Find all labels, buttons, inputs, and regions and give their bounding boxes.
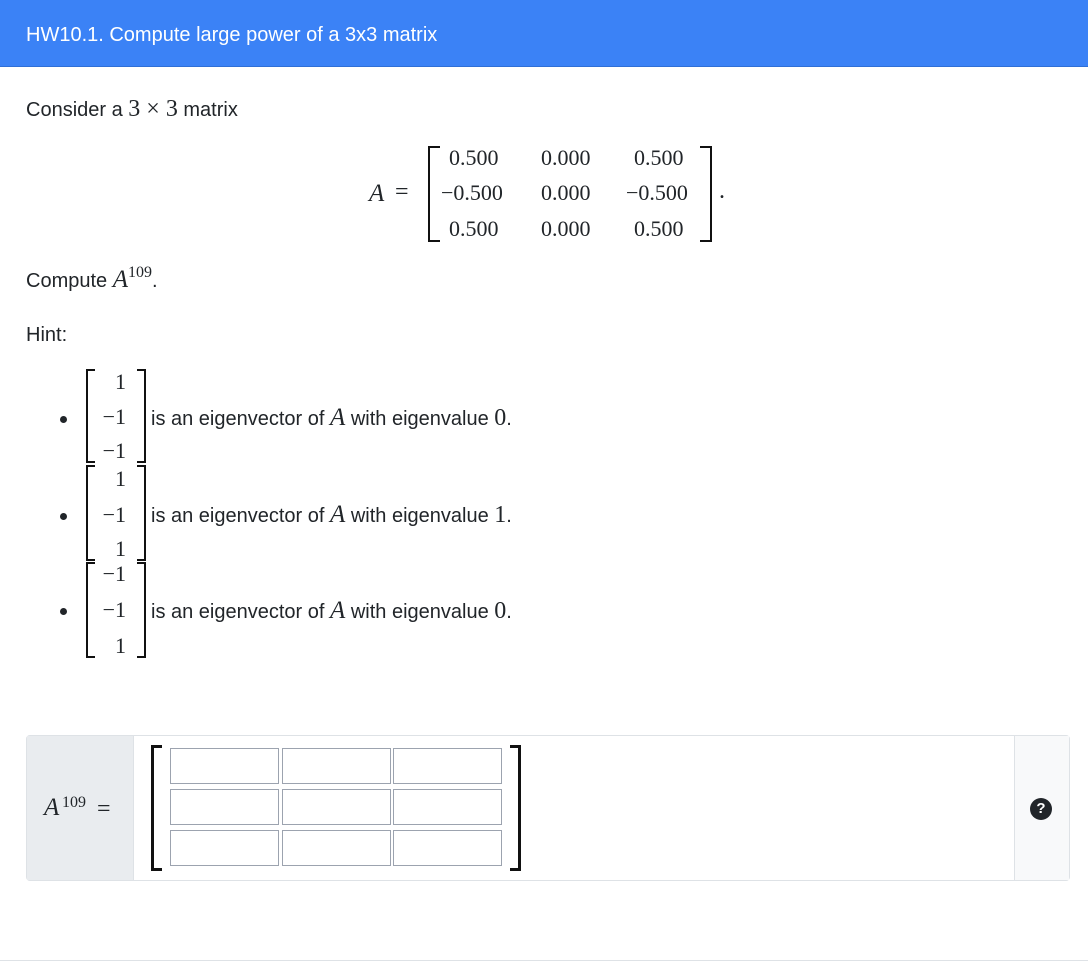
eigen-text: with eigenvalue	[350, 408, 489, 430]
answer-cell-2-1[interactable]	[170, 789, 279, 825]
answer-cell-3-1[interactable]	[170, 830, 279, 866]
vector-entry: −1	[102, 597, 126, 622]
answer-cell-3-3[interactable]	[393, 830, 502, 866]
eigenvalue: 1	[494, 502, 507, 528]
eigen-statement	[151, 406, 512, 431]
matrix-cell: 0.000	[541, 180, 591, 205]
matrix-size: 3 × 3	[128, 96, 178, 122]
matrix-cell: 0.500	[634, 216, 684, 241]
answer-cell-1-1[interactable]	[170, 748, 279, 784]
answer-left-bracket	[151, 745, 162, 871]
vector-right-bracket	[137, 369, 146, 463]
eigen-text: is an eigenvector of	[151, 601, 325, 623]
answer-cell-2-3[interactable]	[393, 789, 502, 825]
answer-cell-2-2[interactable]	[282, 789, 391, 825]
vector-entry: 1	[115, 369, 126, 394]
vector-right-bracket	[137, 562, 146, 658]
eigen-statement	[151, 503, 512, 528]
eigen-text: is an eigenvector of	[151, 505, 325, 527]
eigen-matrix: A	[330, 501, 346, 528]
answer-label-base: A	[44, 794, 60, 821]
answer-help	[1014, 736, 1069, 880]
answer-cell-1-2[interactable]	[282, 748, 391, 784]
vector-entry: 1	[115, 466, 126, 491]
matrix-cell: −0.500	[441, 180, 503, 205]
eigenvalue: 0	[494, 598, 507, 624]
eigen-period: .	[506, 601, 512, 623]
answer-label	[27, 736, 134, 880]
answer-cell-3-2[interactable]	[282, 830, 391, 866]
compute-text: Compute	[26, 270, 108, 292]
matrix-cell: 0.500	[634, 145, 684, 170]
matrix-equals: =	[395, 179, 409, 205]
matrix-cell: 0.000	[541, 145, 591, 170]
bullet	[60, 513, 67, 520]
intro-suffix: matrix	[183, 99, 238, 121]
bullet	[60, 416, 67, 423]
answer-right-bracket	[510, 745, 521, 871]
compute-exponent: 109	[128, 264, 152, 281]
vector-entry: −1	[102, 561, 126, 586]
vector-right-bracket	[137, 465, 146, 561]
matrix-cell: 0.000	[541, 216, 591, 241]
intro-line	[26, 97, 238, 122]
matrix-cell: 0.500	[449, 145, 499, 170]
eigen-period: .	[506, 408, 512, 430]
compute-suffix: .	[152, 270, 158, 292]
vector-entry: 1	[115, 633, 126, 658]
eigen-statement	[151, 599, 512, 624]
compute-base: A	[112, 266, 128, 293]
vector-entry: 1	[115, 536, 126, 561]
question-circle-icon[interactable]: ?	[1030, 798, 1052, 820]
matrix-name: A	[369, 180, 385, 207]
answer-label-equals: =	[97, 796, 111, 822]
matrix-left-bracket	[428, 146, 440, 242]
eigen-period: .	[506, 505, 512, 527]
intro-text: Consider a	[26, 99, 123, 121]
matrix-period: .	[719, 178, 725, 204]
divider	[0, 960, 1088, 961]
answer-input-group	[26, 735, 1070, 881]
eigen-text: with eigenvalue	[350, 505, 489, 527]
eigen-matrix: A	[330, 404, 346, 431]
answer-cell-1-3[interactable]	[393, 748, 502, 784]
eigen-text: with eigenvalue	[350, 601, 489, 623]
matrix-cell: 0.500	[449, 216, 499, 241]
eigen-text: is an eigenvector of	[151, 408, 325, 430]
eigenvalue: 0	[494, 405, 507, 431]
eigen-matrix: A	[330, 597, 346, 624]
question-title: HW10.1. Compute large power of a 3x3 matrix	[26, 24, 438, 46]
compute-line	[26, 264, 158, 295]
answer-label-exponent: 109	[62, 794, 86, 811]
vector-entry: −1	[102, 438, 126, 463]
matrix-right-bracket	[700, 146, 712, 242]
hint-label: Hint:	[26, 324, 68, 346]
vector-entry: −1	[102, 502, 126, 527]
vector-entry: −1	[102, 404, 126, 429]
matrix-cell: −0.500	[626, 180, 688, 205]
question-header	[0, 0, 1088, 67]
bullet	[60, 608, 67, 615]
